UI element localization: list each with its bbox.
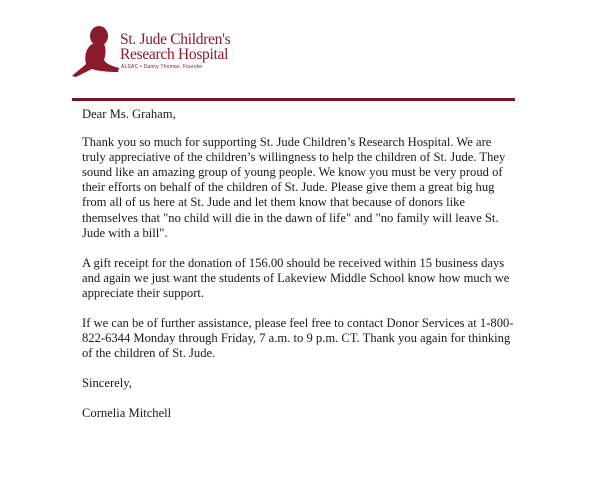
st-jude-logo [72,22,242,82]
letter-signature: Cornelia Mitchell [82,406,172,421]
letter-paragraph-1: Thank you so much for supporting St. Jude Children’s Research Hospital. We are truly appreciative of the children’s willingness to help the children of St. Jude. They sound like an amazing group of young people. We know you must be very proud of their efforts on behalf of the children of St. Jude. Please give them a great big hug from all of us here at St. Jude and let them know that because of donors like themselves that "no child will die in the dawn of life" and "no family will leave St. Jude with a bill". [82,135,506,240]
organization-tagline: ALSAC • Danny Thomas, Founder [121,64,203,70]
header-divider [72,98,515,101]
letter-paragraph-2: A gift receipt for the donation of 156.00 should be received within 15 business days and again we just want the students of Lakeview Middle School know how much we appreciate their support. [82,255,510,300]
organization-name-line1: St. Jude Children's [120,31,231,48]
letter-paragraph-3: If we can be of further assistance, please feel free to contact Donor Services at 1-800-822-6344 Monday through Friday, 7 a.m. to 9 p.m. CT. Thank you again for thinking of the children of St. Jude. [82,316,514,361]
letter-closing: Sincerely, [82,376,132,391]
organization-name-line2: Research Hospital [120,46,229,63]
letter-body [82,107,517,437]
organization-name [120,32,230,62]
letter-greeting: Dear Ms. Graham, [82,107,176,121]
